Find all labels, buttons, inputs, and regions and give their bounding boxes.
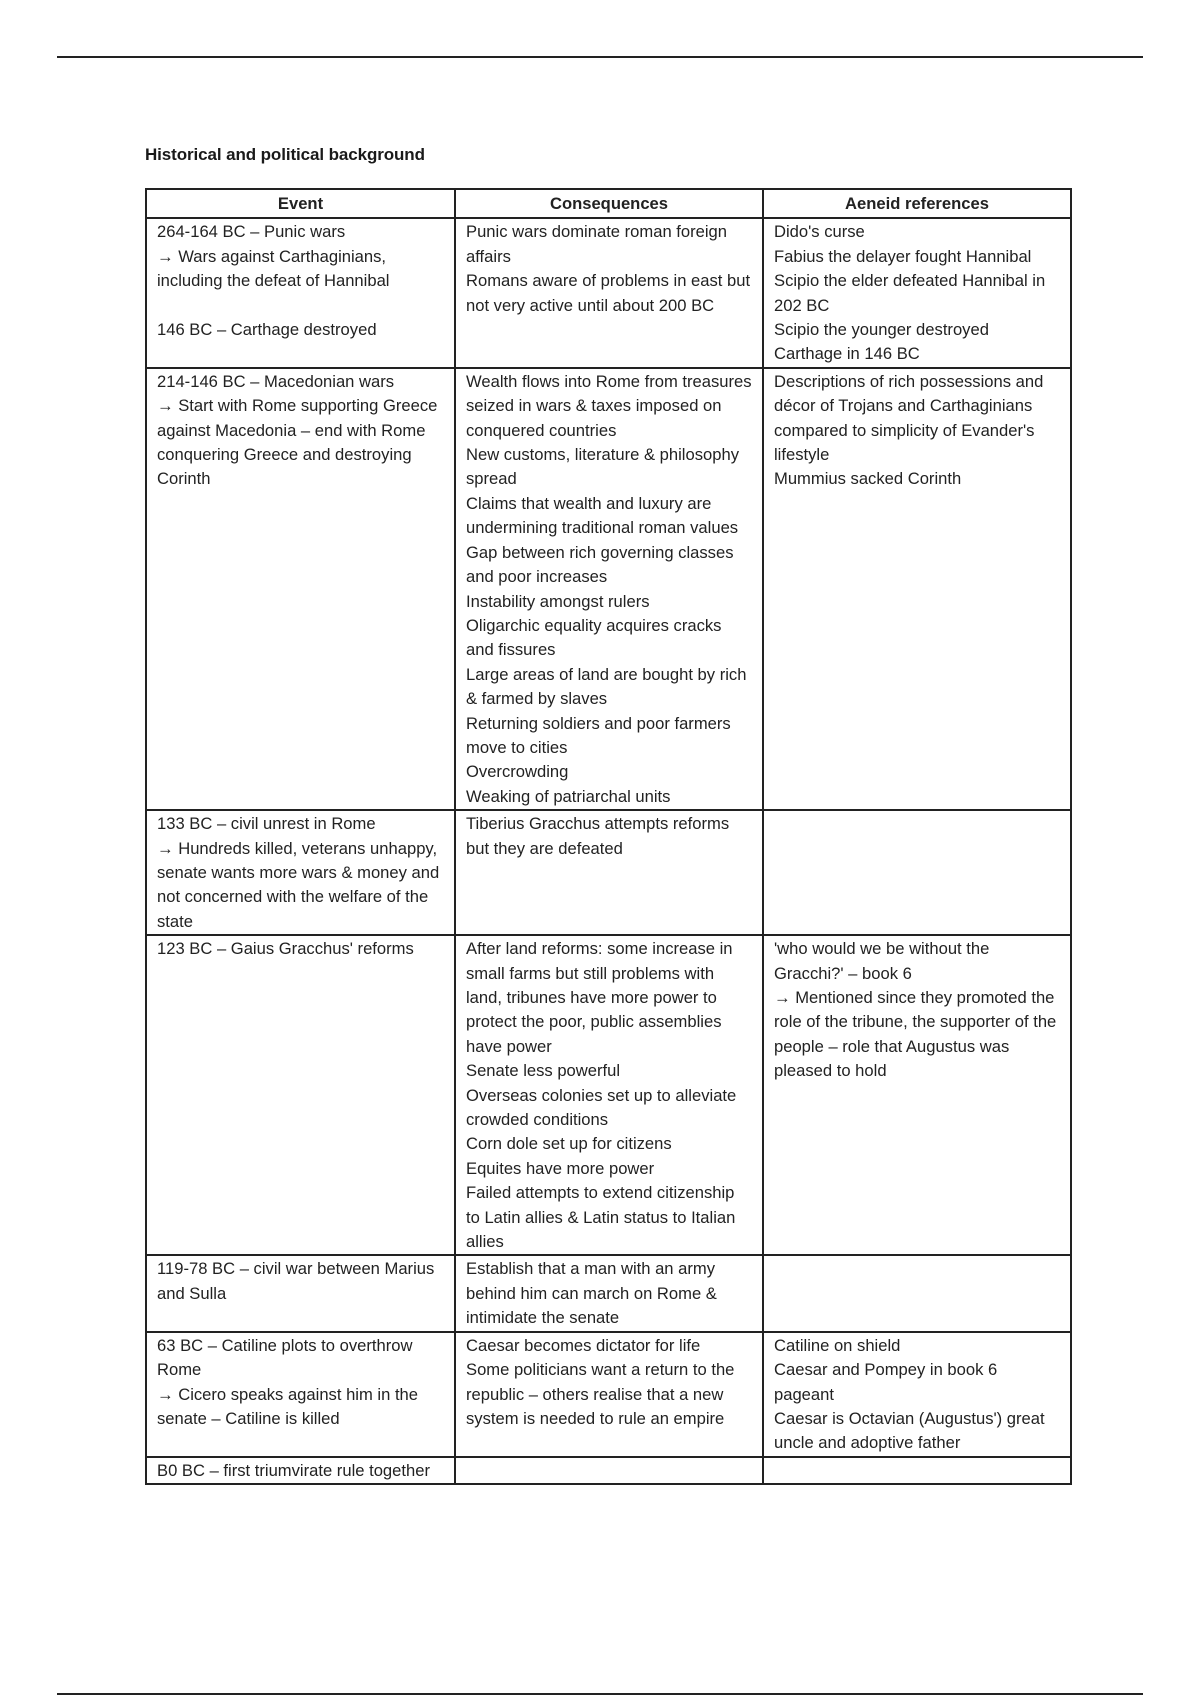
cell-text-line: Caesar and Pompey in book 6 pageant [774,1360,998,1404]
cell-text-line: 119-78 BC – civil war between Marius and Sulla [157,1259,435,1303]
event-cell [146,935,455,1255]
cell-text-line: Claims that wealth and luxury are undermining traditional roman values [466,493,739,538]
cell-text-line: Caesar becomes dictator for life [466,1335,701,1355]
consequences-cell [455,810,763,935]
cell-text-line: Wealth flows into Rome from treasures seized in wars & taxes imposed on conquered countries [466,371,752,440]
cell-text-line: 214-146 BC – Macedonian wars [157,371,395,391]
cell-text-line: Returning soldiers and poor farmers move to cities [466,713,731,757]
event-cell [146,368,455,810]
footer-rule [57,1693,1143,1695]
cell-text-line: 63 BC – Catiline plots to overthrow Rome [157,1335,413,1380]
history-table [145,188,1072,1485]
table-row [146,1332,1071,1457]
cell-text-line: Senate less powerful [466,1061,621,1081]
column-header-aeneid-references: Aeneid references [763,189,1071,218]
cell-text-line: Catiline on shield [774,1335,901,1355]
cell-text-line: Failed attempts to extend citizenship to Latin allies & Latin status to Italian allies [466,1183,736,1252]
consequences-cell [455,218,763,367]
event-cell [146,218,455,367]
aeneid-references-cell [763,368,1071,810]
event-cell [146,1255,455,1331]
cell-text-line: Gap between rich governing classes and poor increases [466,542,734,587]
cell-text-line: 'who would we be without the Gracchi?' – book 6 [774,939,990,983]
cell-text-line: Weaking of patriarchal units [466,786,671,806]
cell-text-line: → Wars against Carthaginians, including the defeat of Hannibal [157,246,390,291]
cell-text-line: → Cicero speaks against him in the senate – Catiline is killed [157,1384,419,1428]
cell-text-line: → Start with Rome supporting Greece against Macedonia – end with Rome conquering Greece and destroying Corinth [157,396,438,489]
aeneid-references-cell [763,810,1071,935]
table-header-row [146,189,1071,218]
aeneid-references-cell [763,1332,1071,1457]
cell-text-line: Overcrowding [466,762,569,782]
aeneid-references-cell [763,218,1071,367]
cell-text-line: Oligarchic equality acquires cracks and fissures [466,615,722,660]
table-row [146,1255,1071,1331]
cell-text-line: Scipio the younger destroyed Carthage in 146 BC [774,320,989,364]
consequences-cell [455,368,763,810]
cell-text-line: Romans aware of problems in east but not very active until about 200 BC [466,271,751,315]
cell-text-line: Large areas of land are bought by rich & farmed by slaves [466,664,747,709]
cell-text-line: Scipio the elder defeated Hannibal in 202 BC [774,271,1046,315]
table-row [146,368,1071,810]
cell-text-line: Overseas colonies set up to alleviate crowded conditions [466,1085,737,1130]
cell-text-line: 133 BC – civil unrest in Rome [157,814,376,834]
cell-text-line: Instability amongst rulers [466,591,650,611]
page-title: Historical and political background [145,145,425,164]
cell-text-line: New customs, literature & philosophy spread [466,445,739,489]
cell-text-line: 123 BC – Gaius Gracchus' reforms [157,939,414,959]
cell-text-line: 146 BC – Carthage destroyed [157,320,377,340]
cell-text-line: Establish that a man with an army behind him can march on Rome & intimidate the senate [466,1259,717,1328]
consequences-cell [455,1332,763,1457]
cell-text-line: Corn dole set up for citizens [466,1134,672,1154]
column-header-event: Event [146,189,455,218]
cell-text-line: Dido's curse [774,222,865,242]
table-row [146,1457,1071,1484]
cell-text-line [157,294,444,318]
cell-text-line: Fabius the delayer fought Hannibal [774,246,1032,266]
cell-text-line: → Mentioned since they promoted the role of the tribune, the supporter of the people – role that Augustus was pleased to hold [774,988,1057,1081]
aeneid-references-cell [763,935,1071,1255]
cell-text-line: Tiberius Gracchus attempts reforms but they are defeated [466,814,730,858]
event-cell [146,1332,455,1457]
aeneid-references-cell [763,1457,1071,1484]
cell-text-line: Punic wars dominate roman foreign affairs [466,222,728,266]
table-row [146,810,1071,935]
cell-text-line: Descriptions of rich possessions and décor of Trojans and Carthaginians compared to simplicity of Evander's lifestyle [774,371,1044,465]
table-row [146,218,1071,367]
consequences-cell [455,1457,763,1484]
cell-text-line: → Hundreds killed, veterans unhappy, senate wants more wars & money and not concerned with the welfare of the state [157,838,440,931]
cell-text-line: Caesar is Octavian (Augustus') great uncle and adoptive father [774,1408,1045,1453]
consequences-cell [455,935,763,1255]
header-rule [57,56,1143,58]
cell-text-line: Equites have more power [466,1158,655,1178]
aeneid-references-cell [763,1255,1071,1331]
cell-text-line: Some politicians want a return to the republic – others realise that a new system is needed to rule an empire [466,1360,735,1428]
column-header-consequences: Consequences [455,189,763,218]
cell-text-line: B0 BC – first triumvirate rule together [157,1460,430,1480]
event-cell [146,810,455,935]
cell-text-line: Mummius sacked Corinth [774,469,962,489]
table-body [146,218,1071,1484]
event-cell [146,1457,455,1484]
cell-text-line: 264-164 BC – Punic wars [157,222,346,242]
consequences-cell [455,1255,763,1331]
table-row [146,935,1071,1255]
cell-text-line: After land reforms: some increase in small farms but still problems with land, tribunes have more power to protect the poor, public assemblies have power [466,939,733,1056]
